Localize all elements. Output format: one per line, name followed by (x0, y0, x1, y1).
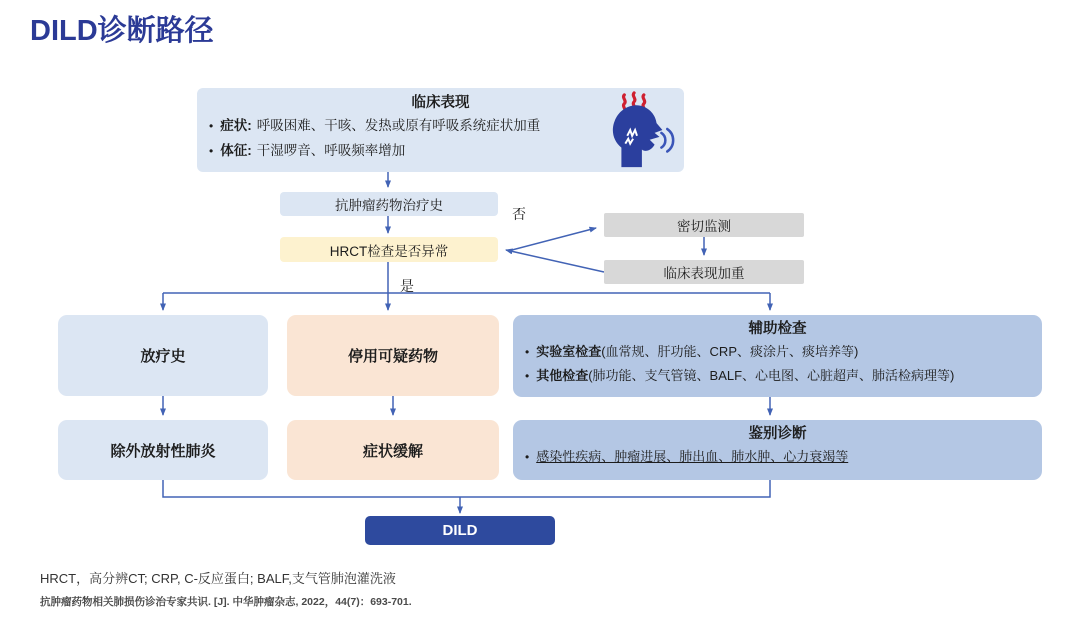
clinical-presentation-box (197, 88, 684, 172)
differential-diagnosis-text: 感染性疾病、肿瘤进展、肺出血、肺水肿、心力衰竭等 (536, 449, 849, 465)
coughing-person-icon (597, 90, 679, 170)
branch-yes-label: 是 (400, 278, 414, 294)
clinical-presentation-title: 临床表现 (411, 95, 470, 111)
clinical-worsening-label: 临床表现加重 (663, 266, 745, 281)
lab-exam-text: (血常规、肝功能、CRP、痰涂片、痰培养等) (601, 344, 859, 360)
dild-result-label: DILD (442, 522, 478, 539)
symptom-label: 症状: (220, 118, 252, 134)
bullet-dot-icon: • (525, 369, 530, 384)
head-silhouette-icon (613, 105, 663, 167)
lab-exam-label: 实验室检查 (536, 344, 602, 360)
clinical-worsening-box (604, 260, 804, 284)
bullet-dot-icon: • (209, 144, 214, 159)
bullet-dot-icon: • (209, 119, 214, 134)
bullet-dot-icon: • (525, 450, 530, 465)
radiotherapy-history-label: 放疗史 (140, 348, 186, 365)
arrow-worsen-to-hrct (506, 250, 604, 272)
exclude-radiation-pneumonitis-box (58, 420, 268, 480)
abbreviation-footnote: HRCT，高分辨CT; CRP, C-反应蛋白; BALF,支气管肺泡灌洗液 (40, 571, 396, 586)
auxiliary-exam-box (513, 315, 1042, 397)
arrow-hrct-to-monitor (508, 228, 596, 251)
auxiliary-exam-title: 辅助检查 (748, 321, 807, 337)
hrct-check-label: HRCT检查是否异常 (329, 243, 449, 259)
list-item (525, 445, 1032, 469)
bottom-bracket (163, 480, 770, 497)
differential-diagnosis-box (513, 420, 1042, 480)
symptom-relief-box (287, 420, 499, 480)
other-exam-label: 其他检查 (536, 368, 589, 384)
other-exam-text: (肺功能、支气管镜、BALF、心电图、心脏超声、肺活检病理等) (588, 368, 955, 384)
symptom-relief-label: 症状缓解 (362, 442, 423, 460)
auxiliary-exam-bullets (513, 339, 1042, 388)
differential-diagnosis-title: 鉴别诊断 (748, 426, 807, 442)
close-monitoring-label: 密切监测 (677, 219, 731, 234)
exclude-radiation-pneumonitis-label: 除外放射性肺炎 (110, 442, 216, 460)
drug-history-label: 抗肿瘤药物治疗史 (335, 198, 443, 213)
page-title: DILD诊断路径 (30, 15, 214, 47)
branch-no-label: 否 (512, 206, 526, 222)
cough-wave-icon (661, 129, 673, 151)
differential-diagnosis-bullets (513, 444, 1042, 469)
sign-text: 干湿啰音、呼吸频率增加 (256, 143, 406, 159)
hrct-check-box (280, 237, 498, 262)
list-item (525, 340, 1032, 364)
stop-suspected-drug-label: 停用可疑药物 (347, 348, 438, 365)
drug-history-box (280, 192, 498, 216)
radiotherapy-history-box (58, 315, 268, 396)
stop-suspected-drug-box (287, 315, 499, 396)
list-item (525, 364, 1032, 388)
sign-label: 体征: (220, 143, 252, 159)
bullet-dot-icon: • (525, 345, 530, 360)
symptom-text: 呼吸困难、干咳、发热或原有呼吸系统症状加重 (256, 118, 541, 134)
dild-result-box (365, 516, 555, 545)
citation-footnote: 抗肿瘤药物相关肺损伤诊治专家共识. [J]. 中华肿瘤杂志, 2022，44(7)：693-701. (40, 596, 412, 608)
close-monitoring-box (604, 213, 804, 237)
